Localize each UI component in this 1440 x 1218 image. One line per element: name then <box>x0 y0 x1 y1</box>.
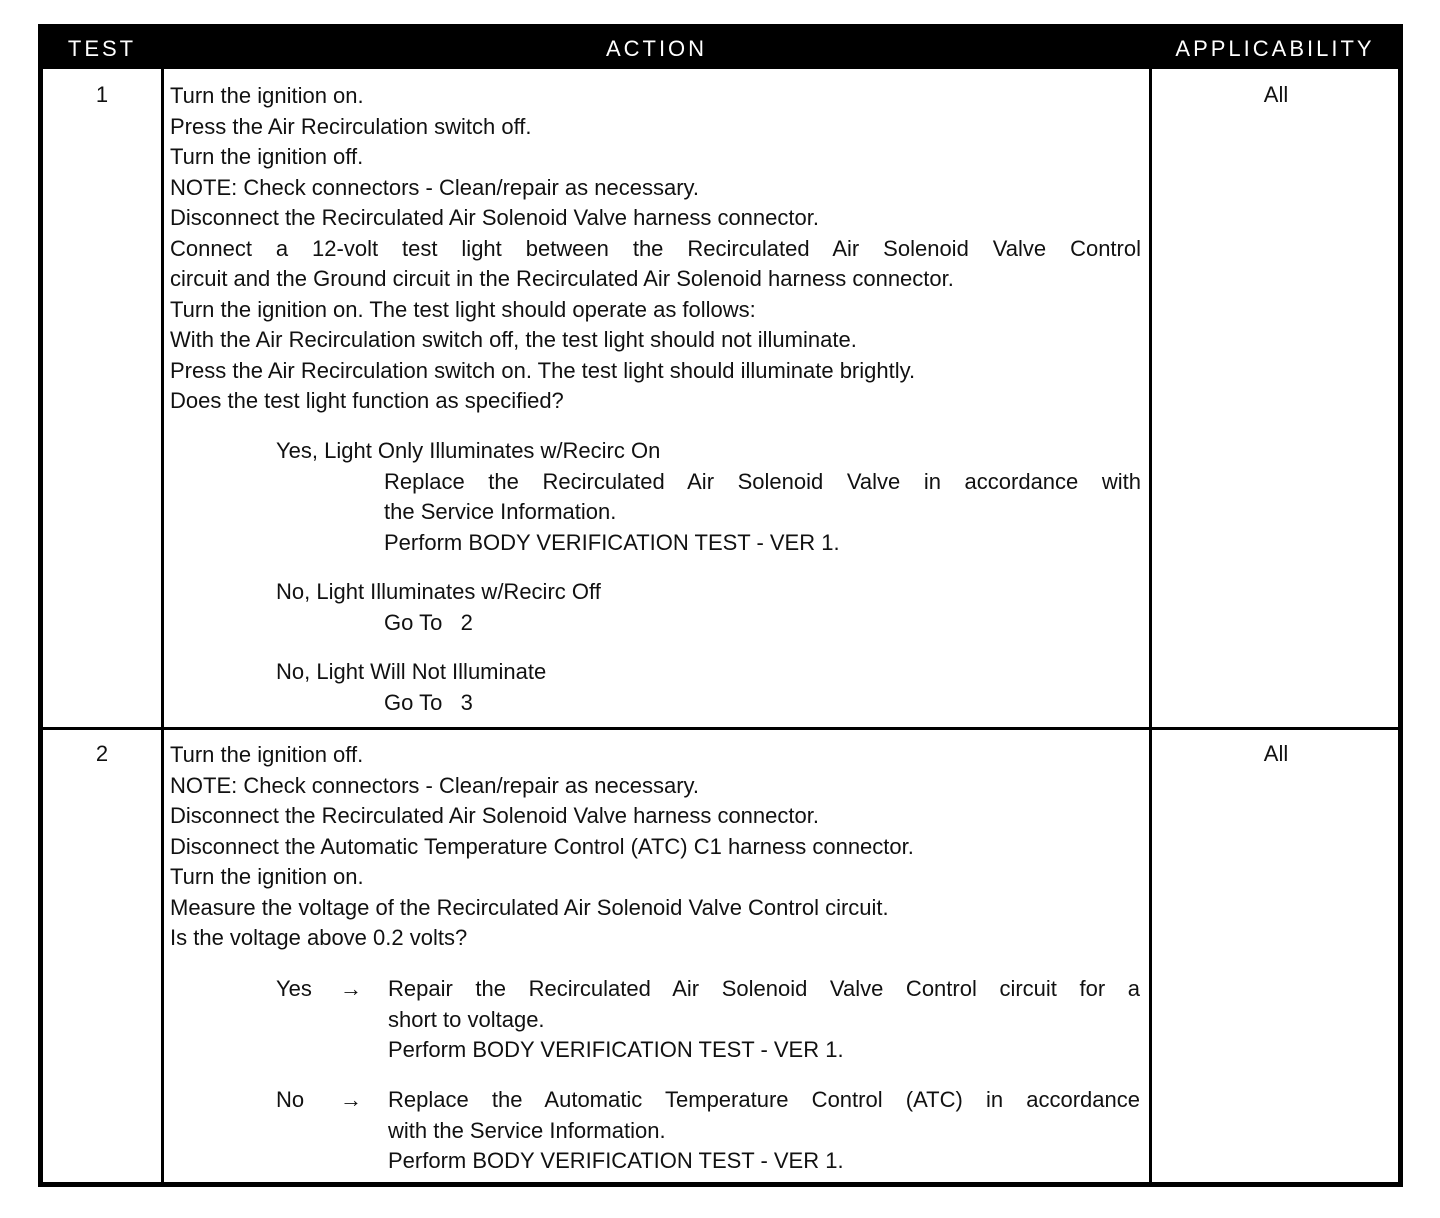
instruction-line: Perform BODY VERIFICATION TEST - VER 1. <box>388 1148 844 1173</box>
response-label: Yes, Light Only Illuminates w/Recirc On <box>276 438 661 463</box>
action-step: Does the test light function as specified? <box>170 388 564 413</box>
instruction-line: with the Service Information. <box>388 1117 666 1143</box>
action-step: NOTE: Check connectors - Clean/repair as necessary. <box>170 772 700 798</box>
response-no-illuminate <box>276 657 1141 718</box>
applicability-value: All <box>1263 741 1289 766</box>
action-step: Turn the ignition on. <box>170 83 364 108</box>
table-header <box>43 29 1398 69</box>
action-step: Turn the ignition off. <box>170 144 364 169</box>
header-test: TEST <box>67 36 137 61</box>
answer-label: Yes <box>276 976 312 1001</box>
instruction-line: Replace the Automatic Temperature Control (ATC) in accordance <box>388 1087 1140 1112</box>
response-yes-recirc-on <box>276 436 1141 558</box>
diagnostic-test-table <box>38 24 1403 1187</box>
action-step: Turn the ignition off. <box>170 742 364 767</box>
test-number: 1 <box>95 82 109 107</box>
answer-no <box>276 1085 1141 1180</box>
action-step: With the Air Recirculation switch off, the test light should not illuminate. <box>170 327 857 352</box>
action-step: Disconnect the Automatic Temperature Control (ATC) C1 harness connector. <box>170 833 914 859</box>
action-step: NOTE: Check connectors - Clean/repair as necessary. <box>170 174 700 200</box>
header-action: ACTION <box>605 36 708 61</box>
instruction-line: Repair the Recirculated Air Solenoid Valve Control circuit for a <box>388 976 1140 1001</box>
applicability-value: All <box>1263 82 1289 107</box>
response-label: No, Light Illuminates w/Recirc Off <box>276 579 601 604</box>
instruction-line: Perform BODY VERIFICATION TEST - VER 1. <box>388 1037 844 1062</box>
row-divider <box>43 727 1398 730</box>
action-steps <box>170 740 1141 954</box>
instruction-line: short to voltage. <box>388 1006 545 1032</box>
instruction-line: Perform BODY VERIFICATION TEST - VER 1. <box>384 529 840 555</box>
action-step: circuit and the Ground circuit in the Recirculated Air Solenoid harness connector. <box>170 266 954 291</box>
answer-label: No <box>276 1087 305 1112</box>
response-instructions <box>384 688 1141 719</box>
go-to-step-2[interactable]: Go To 2 <box>384 609 473 635</box>
instruction-line: the Service Information. <box>384 499 617 524</box>
action-step: Disconnect the Recirculated Air Solenoid Valve harness connector. <box>170 803 819 828</box>
action-step: Press the Air Recirculation switch on. The test light should illuminate brightly. <box>170 357 916 383</box>
action-step: Press the Air Recirculation switch off. <box>170 113 532 139</box>
action-step: Measure the voltage of the Recirculated Air Solenoid Valve Control circuit. <box>170 894 889 920</box>
test-number: 2 <box>95 741 109 766</box>
header-applicability: APPLICABILITY <box>1175 36 1375 61</box>
response-instructions <box>384 467 1141 559</box>
column-divider-test <box>161 69 164 1182</box>
response-label: No, Light Will Not Illuminate <box>276 659 547 684</box>
response-no-recirc-off <box>276 577 1141 638</box>
action-step: Connect a 12-volt test light between the Recirculated Air Solenoid Valve Control <box>170 235 1141 261</box>
answer-instructions <box>388 1085 1140 1177</box>
action-steps <box>170 81 1141 417</box>
arrow-right-icon: → <box>340 1087 362 1112</box>
column-divider-applicability <box>1149 69 1152 1182</box>
action-step: Turn the ignition on. The test light should operate as follows: <box>170 296 756 322</box>
action-step: Is the voltage above 0.2 volts? <box>170 925 468 950</box>
action-step: Turn the ignition on. <box>170 864 364 889</box>
go-to-step-3[interactable]: Go To 3 <box>384 689 473 715</box>
answer-instructions <box>388 974 1140 1066</box>
answer-yes <box>276 974 1141 1069</box>
instruction-line: Replace the Recirculated Air Solenoid Valve in accordance with <box>384 468 1141 494</box>
arrow-right-icon: → <box>340 976 362 1001</box>
response-instructions <box>384 608 1141 639</box>
action-step: Disconnect the Recirculated Air Solenoid Valve harness connector. <box>170 205 819 230</box>
